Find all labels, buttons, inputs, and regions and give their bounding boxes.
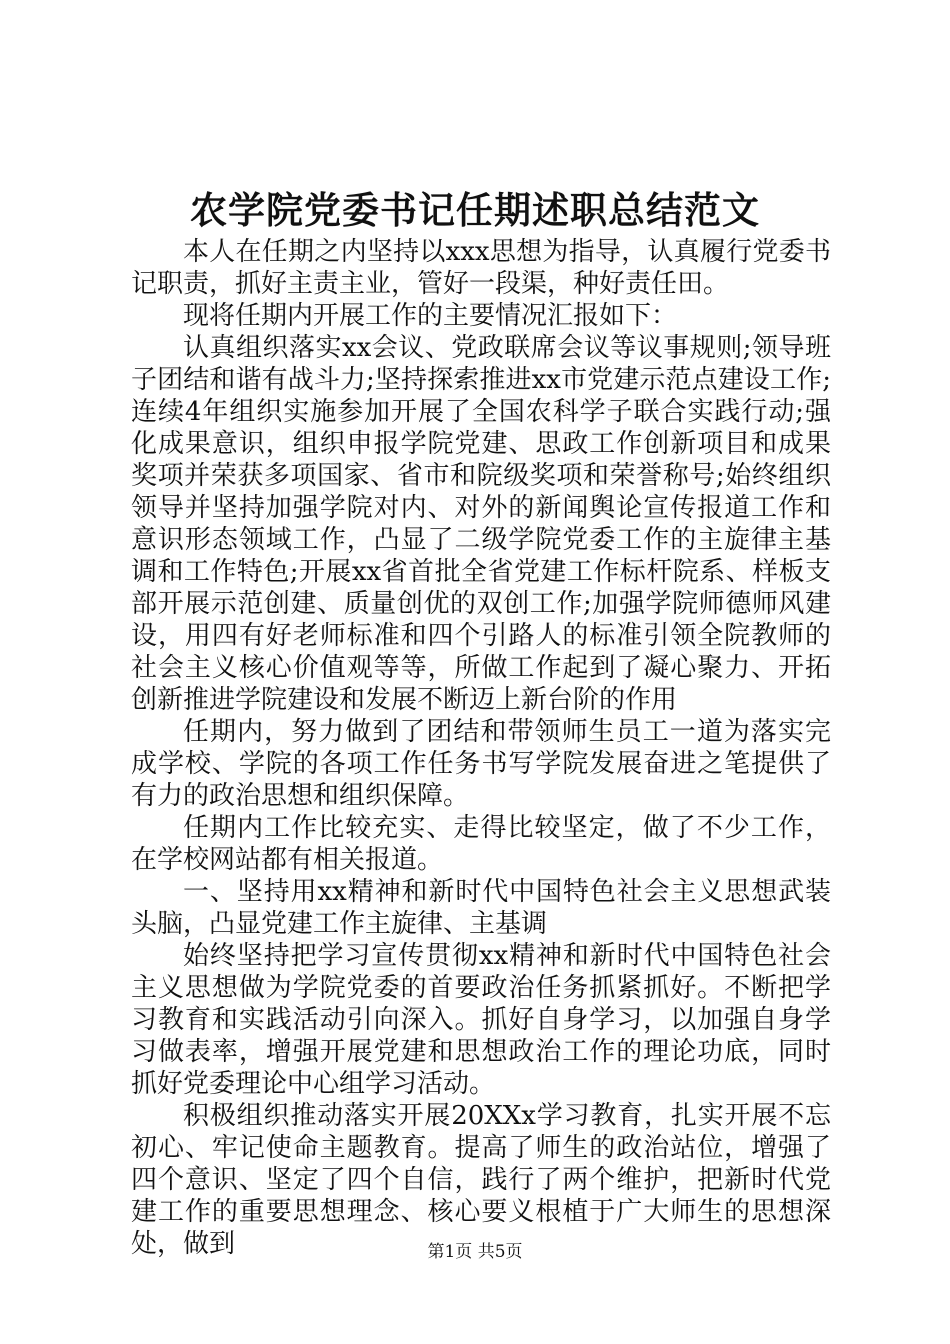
page-footer: 第1页 共5页 (427, 1242, 523, 1262)
paragraph-reports: 任期内工作比较充实、走得比较坚定，做了不少工作，在学校网站都有相关报道。 (131, 813, 831, 875)
document-title: 农学院党委书记任期述职总结范文 (190, 188, 760, 232)
paragraph-work-summary: 认真组织落实xx会议、党政联席会议等议事规则;领导班子团结和谐有战斗力;坚持探索推进xx市党建示范点建设工作;连续4年组织实施参加开展了全国农科学子联合实践行动;强化成果意识，组织申报学院党建、思政工作创新项目和成果奖项并荣获多项国家、省市和院级奖项和荣誉称号;始终组织领导并坚持加强学院对内、对外的新闻舆论宣传报道工作和意识形态领域工作，凸显了二级学院党委工作的主旋律主基调和工作特色;开展xx省首批全省党建工作标杆院系、样板支部开展示范创建、质量创优的双创工作;加强学院师德师风建设，用四有好老师标准和四个引路人的标准引领全院教师的社会主义核心价值观等等，所做工作起到了凝心聚力、开拓创新推进学院建设和发展不断迈上新台阶的作用 (131, 333, 831, 715)
paragraph-unity: 任期内，努力做到了团结和带领师生员工一道为落实完成学校、学院的各项工作任务书写学院发展奋进之笔提供了有力的政治思想和组织保障。 (131, 717, 831, 811)
section-heading-1: 一、坚持用xx精神和新时代中国特色社会主义思想武装头脑，凸显党建工作主旋律、主基调 (131, 877, 831, 939)
paragraph-report-lead: 现将任期内开展工作的主要情况汇报如下： (183, 301, 678, 331)
paragraph-study: 始终坚持把学习宣传贯彻xx精神和新时代中国特色社会主义思想做为学院党委的首要政治任务抓紧抓好。不断把学习教育和实践活动引向深入。抓好自身学习，以加强自身学习做表率，增强开展党建和思想政治工作的理论功底，同时抓好党委理论中心组学习活动。 (131, 941, 831, 1099)
document-body (131, 236, 831, 1260)
paragraph-education: 积极组织推动落实开展20XXx学习教育，扎实开展不忘初心、牢记使命主题教育。提高了师生的政治站位，增强了四个意识、坚定了四个自信，践行了两个维护，把新时代党建工作的重要思想理念、核心要义根植于广大师生的思想深处，做到 (131, 1101, 831, 1259)
paragraph-intro: 本人在任期之内坚持以xxx思想为指导，认真履行党委书记职责，抓好主责主业，管好一段渠，种好责任田。 (131, 237, 831, 299)
